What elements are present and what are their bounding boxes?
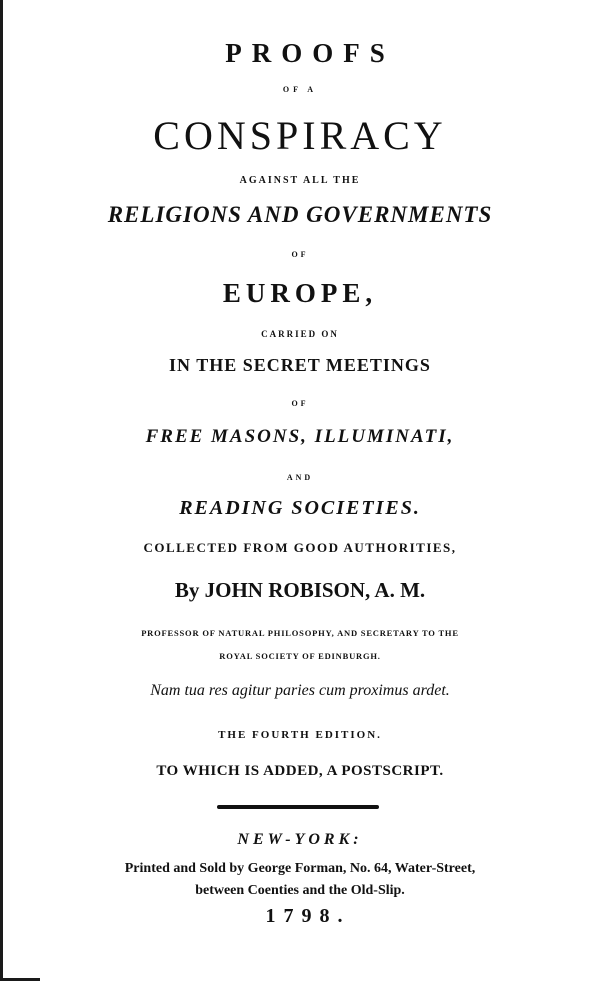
subtitle-europe: EUROPE,	[222, 278, 378, 308]
author-profession-1: PROFESSOR OF NATURAL PHILOSOPHY, AND SECRETARY TO THE	[141, 628, 459, 638]
divider-rule	[217, 805, 379, 809]
title-conspiracy: CONSPIRACY	[153, 113, 447, 158]
connector-and: AND	[286, 473, 314, 482]
subtitle-masons: FREE MASONS, ILLUMINATI,	[145, 426, 455, 447]
latin-motto: Nam tua res agitur paries cum proximus ardet.	[150, 682, 450, 699]
author-line: By JOHN ROBISON, A. M.	[174, 578, 426, 602]
connector-carried-on: CARRIED ON	[261, 329, 339, 339]
connector-of-1: OF	[291, 250, 309, 259]
main-title: PROOFS	[225, 38, 395, 68]
subtitle-secret-meetings: IN THE SECRET MEETINGS	[169, 355, 431, 375]
edition-line: THE FOURTH EDITION.	[218, 729, 382, 741]
connector-of-a: OF A	[282, 85, 318, 94]
connector-of-2: OF	[291, 399, 309, 408]
imprint-year: 1798.	[265, 905, 351, 927]
collected-line: COLLECTED FROM GOOD AUTHORITIES,	[143, 540, 457, 555]
subtitle-religions: RELIGIONS AND GOVERNMENTS	[107, 202, 493, 227]
author-profession-2: ROYAL SOCIETY OF EDINBURGH.	[219, 651, 381, 661]
imprint-city: NEW-YORK:	[237, 831, 363, 848]
subtitle-reading-societies: READING SOCIETIES.	[179, 497, 421, 519]
imprint-printer-1: Printed and Sold by George Forman, No. 64, Water-Street,	[124, 861, 476, 876]
imprint-printer-2: between Coenties and the Old-Slip.	[195, 883, 405, 898]
postscript-line: TO WHICH IS ADDED, A POSTSCRIPT.	[156, 763, 444, 779]
connector-against: AGAINST ALL THE	[239, 175, 361, 186]
